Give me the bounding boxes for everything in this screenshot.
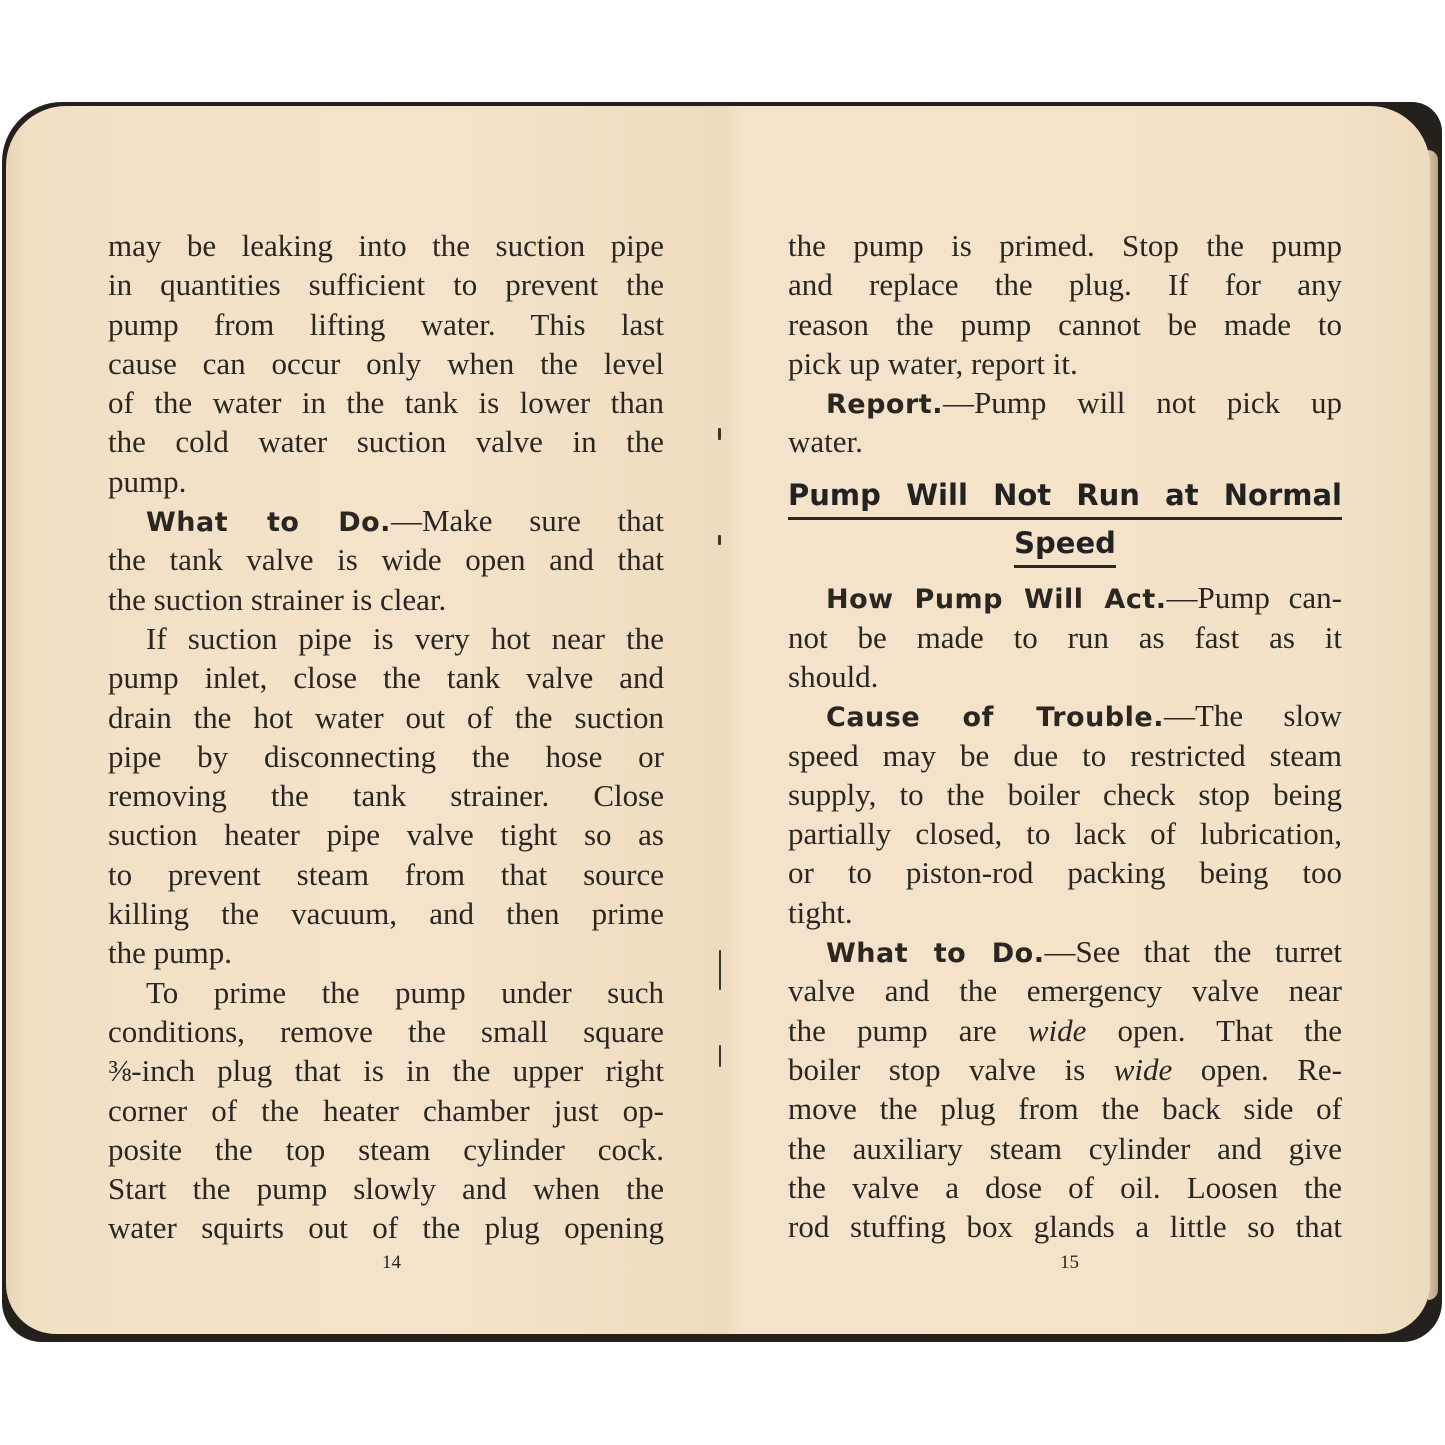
text-fragment: —Make sure that (390, 503, 665, 539)
text-line: posite the top steam cylinder cock. (108, 1131, 664, 1167)
run-in-heading: What to Do. (826, 938, 1045, 970)
text-line: cause can occur only when the level (108, 345, 664, 381)
text-fragment: boiler stop valve is (788, 1051, 1114, 1087)
text-line: tight. (788, 894, 853, 930)
page-number: 14 (382, 1252, 401, 1273)
text-line: valve and the emergency valve near (788, 973, 1342, 1009)
left-page-text (108, 226, 664, 1248)
text-line: killing the vacuum, and then prime (108, 896, 664, 932)
section-heading-line1: Pump Will Not Run at Normal (788, 476, 1342, 520)
text-fragment: —Pump can- (1166, 580, 1342, 616)
text-line: removing the tank strainer. Close (108, 778, 664, 814)
text-line: suction heater pipe valve tight so as (108, 817, 664, 853)
text-line: not be made to run as fast as it (788, 619, 1342, 655)
text-line: in quantities sufficient to prevent the (108, 267, 664, 303)
text-line: reason the pump cannot be made to (788, 306, 1342, 342)
text-line: speed may be due to restricted steam (788, 737, 1342, 773)
binding-stitch (719, 1045, 721, 1067)
text-line: water squirts out of the plug opening (108, 1210, 664, 1246)
text-fragment: open. Re- (1172, 1051, 1342, 1087)
text-fragment: —See that the turret (1044, 934, 1343, 970)
run-in-heading: What to Do. (146, 507, 391, 539)
text-line: or to piston-rod packing being too (788, 855, 1342, 891)
run-in-heading: Report. (826, 389, 943, 421)
section-heading (788, 476, 1342, 569)
what-to-do-line (108, 501, 664, 540)
text-line: the suction strainer is clear. (108, 581, 447, 617)
text-fragment: —The slow (1163, 698, 1342, 734)
emphasis: wide (1113, 1051, 1173, 1087)
text-line: pipe by disconnecting the hose or (108, 738, 664, 774)
report-line (788, 383, 1342, 422)
text-fragment: —Pump will not pick up (942, 385, 1342, 421)
text-line: the auxiliary steam cylinder and give (788, 1130, 1342, 1166)
text-line: to prevent steam from that source (108, 856, 664, 892)
right-page (722, 106, 1430, 1334)
text-line: the pump is primed. Stop the pump (788, 228, 1342, 263)
page-number: 15 (1060, 1252, 1079, 1273)
run-in-heading: How Pump Will Act. (826, 584, 1167, 616)
text-line: If suction pipe is very hot near the (146, 620, 664, 656)
right-page-text (788, 226, 1342, 1246)
text-fragment: the pump are (788, 1012, 1028, 1048)
text-line: move the plug from the back side of (788, 1091, 1342, 1127)
cause-of-trouble-line (788, 696, 1342, 735)
text-line: Start the pump slowly and when the (108, 1171, 664, 1207)
left-page (6, 106, 722, 1334)
text-line (788, 1011, 1342, 1050)
text-line: corner of the heater chamber just op- (108, 1092, 664, 1128)
text-line: ⅜-inch plug that is in the upper right (108, 1053, 664, 1089)
text-line: drain the hot water out of the suction (108, 699, 664, 735)
text-line (788, 1050, 1342, 1089)
text-line: conditions, remove the small square (108, 1013, 664, 1049)
text-line: pump from lifting water. This last (108, 306, 664, 342)
binding-stitch (719, 950, 721, 990)
text-line: the cold water suction valve in the (108, 424, 664, 460)
text-line: water. (788, 424, 863, 460)
text-line: supply, to the boiler check stop being (788, 776, 1342, 812)
how-pump-will-act-line (788, 578, 1342, 617)
text-line: and replace the plug. If for any (788, 267, 1342, 303)
what-to-do-line (788, 932, 1342, 971)
text-line: the pump. (108, 935, 232, 971)
text-line: rod stuffing box glands a little so that (788, 1209, 1342, 1245)
text-line: pump inlet, close the tank valve and (108, 660, 664, 696)
text-line: the valve a dose of oil. Loosen the (788, 1169, 1342, 1205)
text-line: the tank valve is wide open and that (108, 542, 664, 578)
text-line: partially closed, to lack of lubrication, (788, 816, 1342, 852)
binding-stitch (718, 535, 721, 545)
section-heading-line2: Speed (1014, 524, 1116, 568)
text-line: To prime the pump under such (146, 974, 664, 1010)
emphasis: wide (1027, 1012, 1087, 1048)
binding-stitch (718, 428, 721, 440)
text-line: pump. (108, 463, 187, 499)
text-line: should. (788, 658, 879, 694)
text-line: may be leaking into the suction pipe (108, 228, 664, 263)
text-fragment: open. That the (1086, 1012, 1342, 1048)
run-in-heading: Cause of Trouble. (826, 702, 1164, 734)
text-line: pick up water, report it. (788, 345, 1078, 381)
text-line: of the water in the tank is lower than (108, 385, 664, 421)
